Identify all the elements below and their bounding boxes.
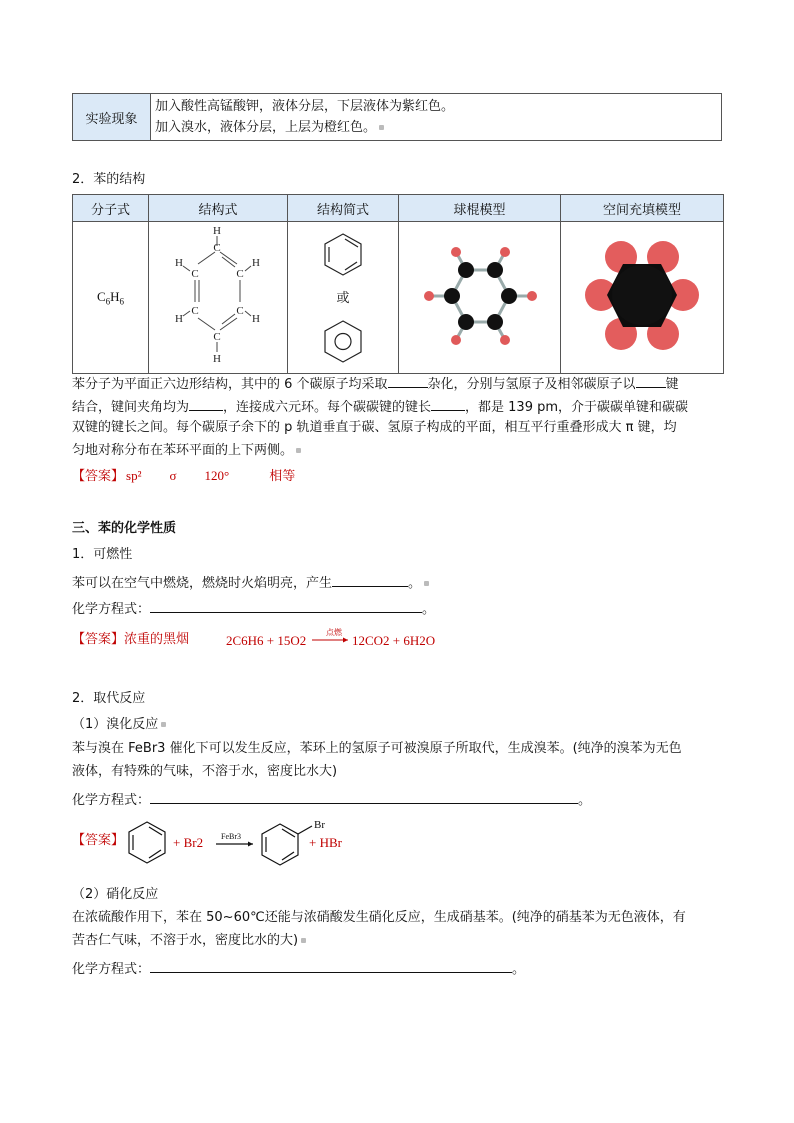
combustion-text: 苯可以在空气中燃烧，燃烧时火焰明亮，产生 。 — [72, 572, 429, 593]
atom-c: C — [191, 268, 199, 280]
bromination-title: （1）溴化反应 — [72, 716, 166, 734]
molecular-formula-cell — [73, 222, 149, 374]
equation-right: 12CO2 + 6H2O — [352, 633, 436, 648]
structural-formula-cell — [149, 222, 288, 374]
bromination-answer-label: 【答案】 — [72, 833, 125, 848]
experiment-body — [155, 96, 715, 138]
benzene-ring — [129, 822, 165, 863]
header-simplified-formula: 结构简式 — [288, 195, 399, 222]
structure-paragraph-line-1: 苯分子为平面正六边形结构，其中的 6 个碳原子均采取 杂化，分别与氢原子及相邻碳原子以 键 — [72, 373, 679, 394]
answer-label: 【答案】 — [72, 469, 125, 484]
catalyst-label: FeBr3 — [221, 832, 241, 841]
benzene-structure-table — [72, 194, 724, 374]
structure-answer: 【答案】 sp² σ 120° 相等 — [72, 468, 296, 484]
nitration-title: （2）硝化反应 — [72, 887, 159, 902]
space-filling-cell — [561, 222, 724, 374]
nitration-line-1: 在浓硫酸作用下，苯在 50~60℃还能与浓硝酸发生硝化反应，生成硝基苯。(纯净的硝基苯为无色液体，有 — [72, 910, 686, 925]
header-structural-formula: 结构式 — [149, 195, 288, 222]
nitration-line-2: 苦杏仁气味，不溶于水，密度比水的大) — [72, 932, 306, 950]
experiment-header: 实验现象 — [73, 94, 151, 140]
subsection-title-substitution: 2．取代反应 — [72, 691, 146, 706]
simplified-formula-diagram — [288, 222, 398, 369]
experiment-table — [72, 93, 722, 141]
atom-h: H — [213, 353, 221, 365]
atom-c: C — [191, 305, 199, 317]
bromobenzene-ring — [262, 824, 298, 865]
section-title-structure: 2．苯的结构 — [72, 172, 146, 187]
experiment-line-2: 加入溴水，液体分层，上层为橙红色。 — [155, 117, 715, 138]
section-title-chemical-properties: 三、苯的化学性质 — [72, 521, 177, 536]
header-molecular-formula: 分子式 — [73, 195, 149, 222]
br2-reagent: + Br2 — [173, 835, 204, 850]
atom-c: C — [213, 331, 221, 343]
experiment-line-1: 加入酸性高锰酸钾，液体分层，下层液体为紫红色。 — [155, 99, 455, 114]
nitration-equation-prompt: 化学方程式： 。 — [72, 958, 525, 979]
atom-c: C — [236, 305, 244, 317]
simplified-formula-cell — [288, 222, 399, 374]
subsection-title-combustion: 1．可燃性 — [72, 547, 133, 562]
molecular-formula: $C_6H_6$ — [96, 288, 125, 307]
hbr-product: + HBr — [309, 835, 342, 850]
bromination-line-2: 液体，有特殊的气味，不溶于水，密度比水大) — [72, 764, 338, 779]
bromination-equation — [125, 815, 405, 870]
ball-stick-cell — [399, 222, 561, 374]
or-text: 或 — [336, 291, 350, 306]
atom-h: H — [213, 225, 221, 237]
reaction-arrow-head — [343, 638, 348, 643]
equation-condition: 点燃 — [326, 628, 342, 637]
header-space-filling-model: 空间充填模型 — [561, 195, 724, 222]
atom-c: C — [236, 268, 244, 280]
structural-formula-diagram — [149, 222, 287, 369]
atom-h: H — [175, 257, 183, 269]
structure-paragraph-line-2: 结合，键间夹角均为 ，连接成六元环。每个碳碳键的键长 ，都是 139 pm，介于碳碳单键和碳碳 — [72, 396, 688, 417]
combustion-equation-prompt: 化学方程式： 。 — [72, 598, 435, 619]
atom-c: C — [213, 242, 221, 254]
reaction-arrow-head — [248, 842, 253, 847]
bromination-line-1: 苯与溴在 FeBr3 催化下可以发生反应，苯环上的氢原子可被溴原子所取代，生成溴苯。(纯净的溴苯为无色 — [72, 741, 682, 756]
equation-left: 2C6H6 + 15O2 — [226, 633, 307, 648]
atom-h: H — [252, 313, 260, 325]
atom-h: H — [252, 257, 260, 269]
atom-h: H — [175, 313, 183, 325]
header-ball-stick-model: 球棍模型 — [399, 195, 561, 222]
combustion-answer: 【答案】浓重的黑烟 — [72, 632, 190, 647]
bromination-equation-prompt: 化学方程式： 。 — [72, 789, 591, 810]
combustion-equation — [222, 625, 442, 653]
bromine-atom: Br — [314, 819, 325, 831]
structure-paragraph-line-3: 双键的键长之间。每个碳原子余下的 p 轨道垂直于碳、氢原子构成的平面，相互平行重叠形成大 π 键，均 — [72, 420, 677, 435]
space-filling-model — [561, 222, 723, 369]
structure-paragraph-line-4: 匀地对称分布在苯环平面的上下两侧。 — [72, 442, 301, 460]
ball-stick-model — [399, 222, 560, 369]
